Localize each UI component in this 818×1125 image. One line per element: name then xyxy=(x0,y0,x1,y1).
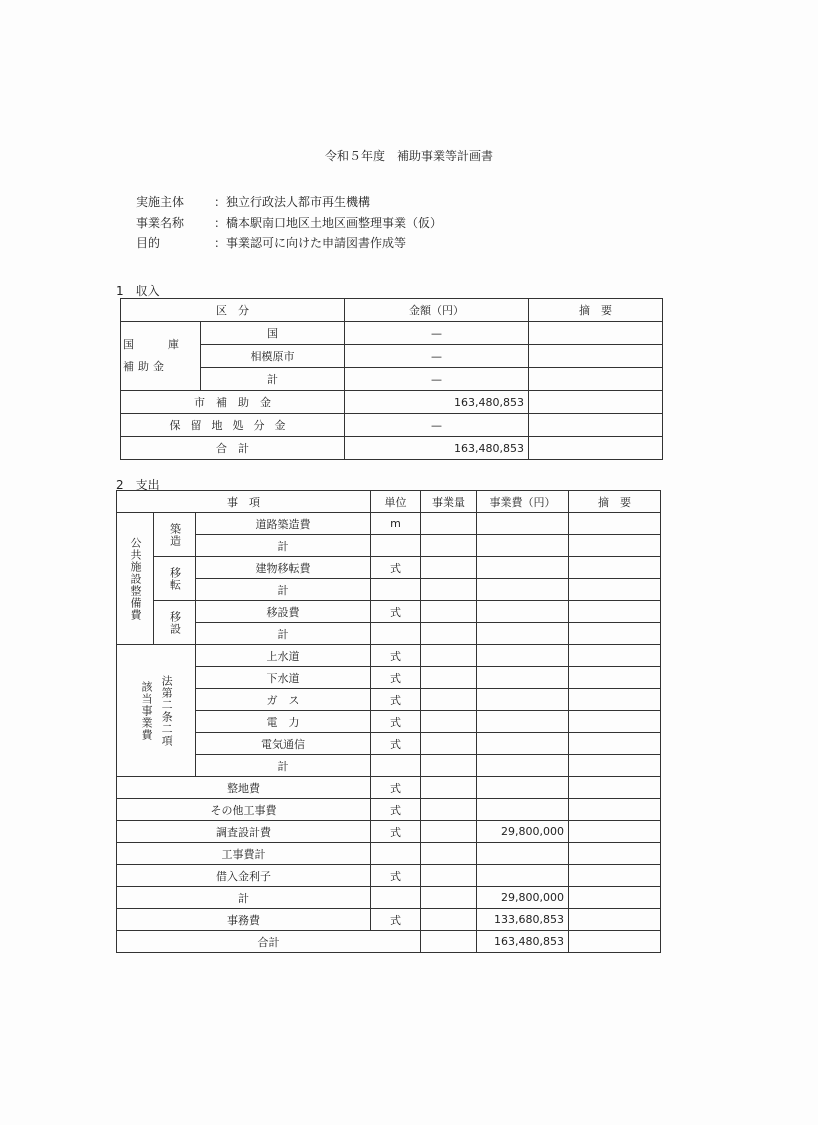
row-quantity xyxy=(421,689,477,711)
group-applicable-label: 該当事業費 xyxy=(140,680,153,741)
row-note xyxy=(569,667,661,689)
row-item: 移設費 xyxy=(196,601,371,623)
row-note xyxy=(569,645,661,667)
table-row xyxy=(117,535,661,557)
table-row xyxy=(117,865,661,887)
row-amount: — xyxy=(345,345,529,368)
row-amount: — xyxy=(345,322,529,345)
row-label: 国 xyxy=(201,322,345,345)
row-cost xyxy=(477,601,569,623)
row-cost xyxy=(477,513,569,535)
row-item: 整地費 xyxy=(117,777,371,799)
row-note xyxy=(569,557,661,579)
meta-value: ：独立行政法人都市再生機構 xyxy=(214,195,371,209)
meta-implementer xyxy=(136,193,370,210)
row-cost xyxy=(477,843,569,865)
row-note xyxy=(569,777,661,799)
row-quantity xyxy=(421,535,477,557)
income-table xyxy=(120,298,663,460)
row-note xyxy=(569,689,661,711)
row-quantity xyxy=(421,601,477,623)
row-quantity xyxy=(421,667,477,689)
table-row xyxy=(117,909,661,931)
expense-heading: 2 支出 xyxy=(116,478,160,492)
meta-key: 目的 xyxy=(136,236,161,250)
header-item: 事 項 xyxy=(117,491,371,513)
row-cost: 29,800,000 xyxy=(477,887,569,909)
header-cost: 事業費（円） xyxy=(477,491,569,513)
table-row xyxy=(117,557,661,579)
table-row xyxy=(121,414,663,437)
row-quantity xyxy=(421,513,477,535)
row-note xyxy=(569,931,661,953)
table-row xyxy=(117,931,661,953)
row-item: 計 xyxy=(196,579,371,601)
header-amount: 金額（円） xyxy=(345,299,529,322)
table-row xyxy=(121,322,663,345)
table-row xyxy=(117,777,661,799)
table-row xyxy=(117,645,661,667)
row-quantity xyxy=(421,711,477,733)
table-header-row xyxy=(121,299,663,322)
row-cost xyxy=(477,645,569,667)
row-cost xyxy=(477,689,569,711)
row-item: 計 xyxy=(196,755,371,777)
row-note xyxy=(529,345,663,368)
row-note xyxy=(569,579,661,601)
row-quantity xyxy=(421,909,477,931)
row-amount: 163,480,853 xyxy=(345,391,529,414)
row-quantity xyxy=(421,623,477,645)
row-note xyxy=(569,909,661,931)
row-unit: m xyxy=(371,513,421,535)
row-unit: 式 xyxy=(371,733,421,755)
row-item: 合計 xyxy=(117,931,421,953)
row-cost xyxy=(477,579,569,601)
header-note: 摘 要 xyxy=(569,491,661,513)
row-item: ガ ス xyxy=(196,689,371,711)
row-cost xyxy=(477,777,569,799)
table-row xyxy=(121,368,663,391)
row-item: 事務費 xyxy=(117,909,371,931)
subgroup-label: 移設 xyxy=(154,601,196,645)
row-note xyxy=(529,437,663,460)
row-cost xyxy=(477,799,569,821)
row-quantity xyxy=(421,645,477,667)
table-row xyxy=(117,689,661,711)
row-quantity xyxy=(421,777,477,799)
row-quantity xyxy=(421,755,477,777)
row-cost xyxy=(477,535,569,557)
row-quantity xyxy=(421,733,477,755)
group-public-facilities: 公共施設整備費 xyxy=(117,513,154,645)
table-row xyxy=(117,513,661,535)
row-unit: 式 xyxy=(371,821,421,843)
row-quantity xyxy=(421,843,477,865)
row-unit xyxy=(371,755,421,777)
row-label: 市 補 助 金 xyxy=(121,391,345,414)
group-applicable-costs xyxy=(117,645,196,777)
row-quantity xyxy=(421,865,477,887)
row-note xyxy=(569,821,661,843)
row-quantity xyxy=(421,557,477,579)
row-item: その他工事費 xyxy=(117,799,371,821)
row-unit xyxy=(371,623,421,645)
row-item: 電 力 xyxy=(196,711,371,733)
group-law-article-label: 法第二条二項 xyxy=(160,674,174,747)
row-unit: 式 xyxy=(371,711,421,733)
header-category: 区 分 xyxy=(121,299,345,322)
row-unit: 式 xyxy=(371,557,421,579)
row-cost: 29,800,000 xyxy=(477,821,569,843)
row-unit: 式 xyxy=(371,909,421,931)
row-quantity xyxy=(421,931,477,953)
row-note xyxy=(569,733,661,755)
row-cost xyxy=(477,711,569,733)
table-row xyxy=(117,887,661,909)
header-unit: 単位 xyxy=(371,491,421,513)
row-item: 計 xyxy=(117,887,371,909)
table-row xyxy=(117,579,661,601)
row-item: 電気通信 xyxy=(196,733,371,755)
table-row xyxy=(117,755,661,777)
row-note xyxy=(569,799,661,821)
row-item: 上水道 xyxy=(196,645,371,667)
row-note xyxy=(569,887,661,909)
row-quantity xyxy=(421,887,477,909)
document-title: 令和５年度 補助事業等計画書 xyxy=(324,149,493,163)
table-row xyxy=(121,345,663,368)
row-unit: 式 xyxy=(371,601,421,623)
row-cost xyxy=(477,667,569,689)
table-header-row xyxy=(117,491,661,513)
meta-project-name xyxy=(136,214,442,231)
row-item: 調査設計費 xyxy=(117,821,371,843)
subgroup-label: 築造 xyxy=(154,513,196,557)
row-unit xyxy=(371,843,421,865)
table-row xyxy=(117,601,661,623)
row-note xyxy=(569,601,661,623)
row-note xyxy=(569,513,661,535)
row-amount: — xyxy=(345,368,529,391)
subgroup-label: 移転 xyxy=(154,557,196,601)
row-cost xyxy=(477,733,569,755)
row-note xyxy=(569,843,661,865)
row-unit xyxy=(371,887,421,909)
expense-table xyxy=(116,490,661,953)
row-amount: 163,480,853 xyxy=(345,437,529,460)
header-quantity: 事業量 xyxy=(421,491,477,513)
row-unit: 式 xyxy=(371,645,421,667)
meta-value: ：事業認可に向けた申請図書作成等 xyxy=(214,236,407,250)
row-note xyxy=(569,755,661,777)
row-cost: 163,480,853 xyxy=(477,931,569,953)
header-note: 摘 要 xyxy=(529,299,663,322)
table-row xyxy=(117,733,661,755)
meta-key: 事業名称 xyxy=(136,216,185,230)
meta-value: ：橋本駅南口地区土地区画整理事業（仮） xyxy=(214,216,443,230)
row-note xyxy=(529,391,663,414)
row-quantity xyxy=(421,799,477,821)
row-label: 合 計 xyxy=(121,437,345,460)
meta-purpose xyxy=(136,234,406,251)
row-note xyxy=(529,414,663,437)
row-item: 計 xyxy=(196,535,371,557)
row-cost xyxy=(477,623,569,645)
row-unit xyxy=(371,579,421,601)
row-quantity xyxy=(421,821,477,843)
row-note xyxy=(569,623,661,645)
row-cost xyxy=(477,755,569,777)
row-item: 借入金利子 xyxy=(117,865,371,887)
row-unit: 式 xyxy=(371,689,421,711)
row-item: 下水道 xyxy=(196,667,371,689)
row-cost xyxy=(477,865,569,887)
group-national-subsidy: 国 庫 補助金 xyxy=(121,322,201,391)
row-note xyxy=(569,535,661,557)
row-label: 相模原市 xyxy=(201,345,345,368)
table-row xyxy=(117,799,661,821)
table-row xyxy=(121,437,663,460)
row-cost xyxy=(477,557,569,579)
row-note xyxy=(569,865,661,887)
row-unit: 式 xyxy=(371,799,421,821)
table-row xyxy=(117,623,661,645)
row-note xyxy=(569,711,661,733)
table-row xyxy=(117,821,661,843)
meta-key: 実施主体 xyxy=(136,195,185,209)
table-row xyxy=(121,391,663,414)
row-amount: — xyxy=(345,414,529,437)
row-item: 道路築造費 xyxy=(196,513,371,535)
row-item: 建物移転費 xyxy=(196,557,371,579)
row-unit: 式 xyxy=(371,865,421,887)
table-row xyxy=(117,667,661,689)
table-row xyxy=(117,711,661,733)
row-item: 工事費計 xyxy=(117,843,371,865)
income-heading: 1 収入 xyxy=(116,284,160,298)
row-quantity xyxy=(421,579,477,601)
row-unit: 式 xyxy=(371,667,421,689)
row-label: 計 xyxy=(201,368,345,391)
row-note xyxy=(529,368,663,391)
row-unit xyxy=(371,535,421,557)
row-cost: 133,680,853 xyxy=(477,909,569,931)
row-label: 保留地処分金 xyxy=(121,414,345,437)
row-item: 計 xyxy=(196,623,371,645)
row-note xyxy=(529,322,663,345)
table-row xyxy=(117,843,661,865)
row-unit: 式 xyxy=(371,777,421,799)
